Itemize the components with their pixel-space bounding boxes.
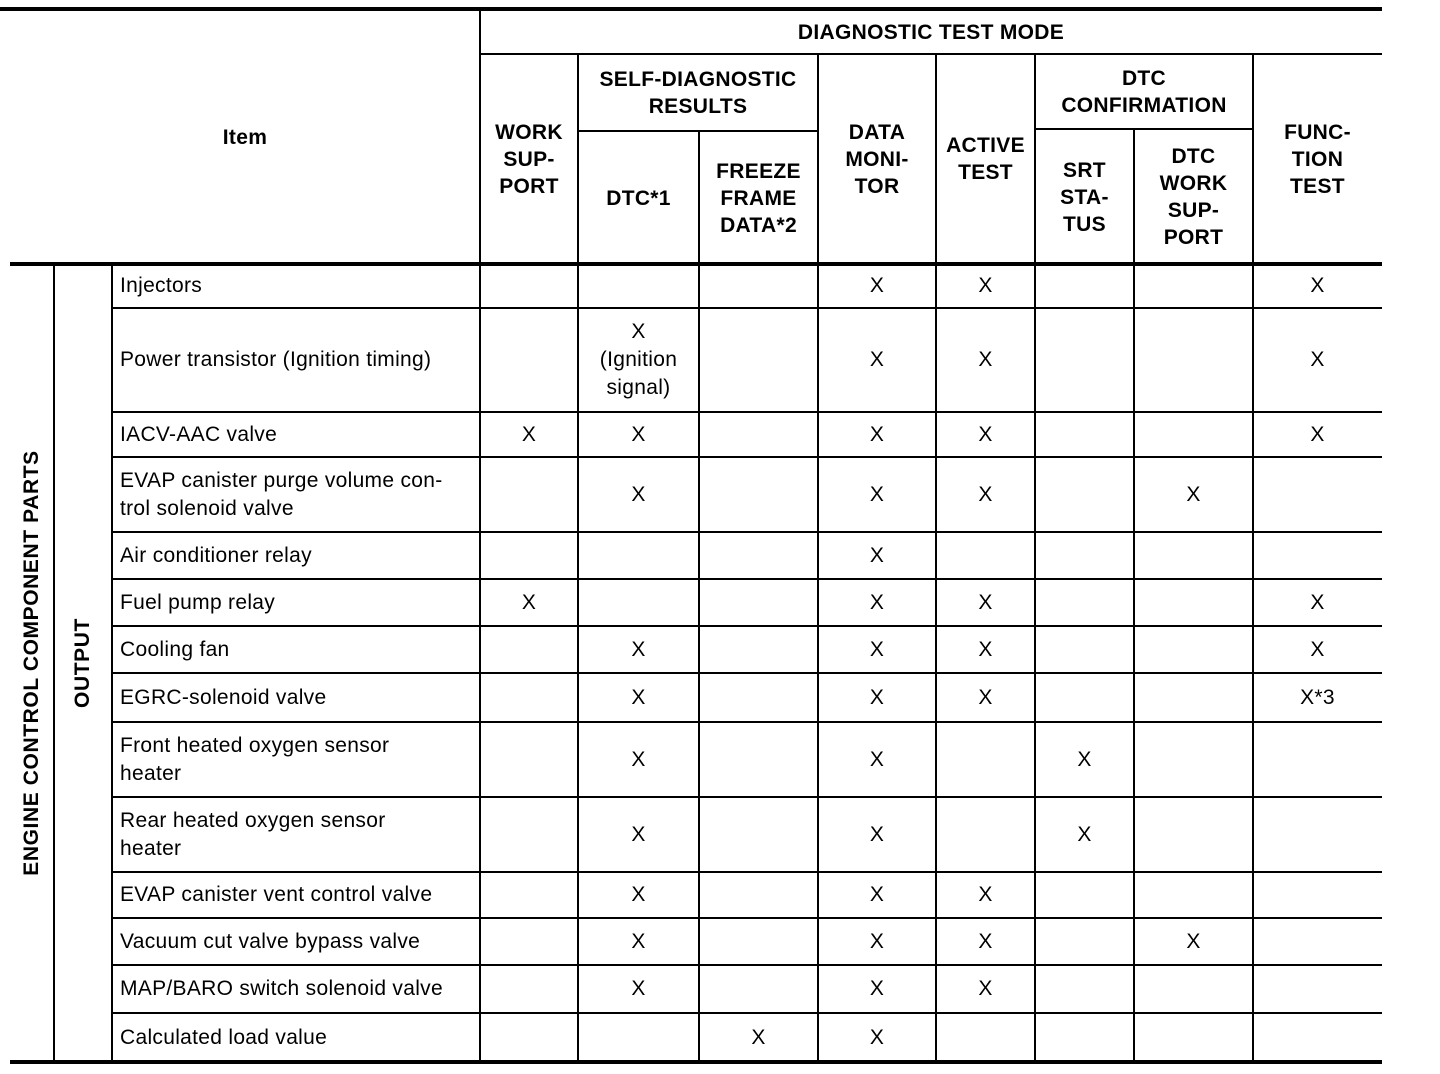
cell-dtc <box>578 532 699 579</box>
grid-line-vertical <box>935 54 937 1062</box>
cell-active-test: X <box>978 977 993 1000</box>
cell-work-support <box>480 722 578 797</box>
cell-work-support <box>480 918 578 965</box>
row-item-label: Calculated load value <box>120 1025 328 1049</box>
grid-line-horizontal <box>1035 128 1253 130</box>
grid-line-horizontal <box>112 1012 1382 1014</box>
cell-srt-status <box>1035 412 1134 457</box>
row-item-label: MAP/BARO switch solenoid valve <box>120 977 443 1000</box>
row-item-label: Cooling fan <box>120 637 230 661</box>
header-dtc: DTC*1 <box>606 186 671 210</box>
cell-srt-status <box>1035 1013 1134 1062</box>
cell-active-test: X <box>978 422 993 446</box>
grid-line-vertical <box>698 131 700 1062</box>
cell-dtc: X <box>631 685 646 709</box>
cell-work-support: X <box>521 590 537 614</box>
cell-freeze-frame-data <box>699 965 818 1013</box>
cell-srt-status <box>1035 918 1134 965</box>
cell-dtc <box>578 579 699 626</box>
cell-dtc: X (Ignition signal) <box>599 320 678 399</box>
cell-srt-status <box>1035 308 1134 412</box>
cell-active-test: X <box>978 883 993 906</box>
cell-dtc-work-support <box>1134 965 1253 1013</box>
header-dtc-confirmation: DTC CONFIRMATION <box>1061 67 1227 117</box>
grid-line-horizontal <box>0 7 1382 11</box>
cell-data-monitor: X <box>869 822 885 846</box>
cell-function-test: X <box>1310 274 1325 297</box>
cell-active-test: X <box>978 348 993 371</box>
grid-line-horizontal <box>112 721 1382 723</box>
cell-freeze-frame-data <box>699 918 818 965</box>
grid-line-horizontal <box>112 625 1382 627</box>
row-item-label: Injectors <box>120 274 203 297</box>
cell-data-monitor: X <box>869 543 885 567</box>
cell-dtc-work-support: X <box>1186 482 1201 506</box>
cell-work-support <box>480 532 578 579</box>
row-item-label: Air conditioner relay <box>120 543 312 567</box>
grid-line-horizontal <box>480 53 1382 55</box>
cell-work-support <box>480 626 578 673</box>
grid-line-horizontal <box>10 1060 1382 1064</box>
cell-function-test: X*3 <box>1300 685 1335 709</box>
header-data-monitor: DATA MONI- TOR <box>845 120 909 198</box>
cell-dtc <box>578 1013 699 1062</box>
grid-line-vertical <box>817 54 819 1062</box>
cell-data-monitor: X <box>869 637 885 661</box>
cell-dtc-work-support <box>1134 626 1253 673</box>
cell-dtc-work-support <box>1134 797 1253 872</box>
cell-work-support <box>480 1013 578 1062</box>
cell-freeze-frame-data <box>699 872 818 918</box>
grid-line-horizontal <box>112 672 1382 674</box>
grid-line-vertical <box>1034 54 1036 1062</box>
grid-line-horizontal <box>112 531 1382 533</box>
cell-work-support <box>480 673 578 722</box>
subgroup-label-output: OUTPUT <box>71 618 94 708</box>
cell-function-test <box>1253 1013 1382 1062</box>
cell-work-support: X <box>521 422 537 446</box>
cell-dtc-work-support <box>1134 722 1253 797</box>
cell-data-monitor: X <box>869 977 885 1000</box>
cell-data-monitor: X <box>869 348 885 371</box>
header-dtc-work-support: DTC WORK SUP- PORT <box>1159 145 1228 249</box>
header-item: Item <box>222 125 268 149</box>
cell-active-test: X <box>978 929 993 953</box>
cell-data-monitor: X <box>869 1025 885 1049</box>
cell-active-test <box>936 532 1035 579</box>
cell-active-test <box>936 722 1035 797</box>
cell-dtc: X <box>631 822 646 846</box>
header-work-support: WORK SUP- PORT <box>495 120 563 198</box>
cell-dtc: X <box>631 929 646 953</box>
cell-srt-status <box>1035 673 1134 722</box>
cell-work-support <box>480 965 578 1013</box>
row-item-label: Power transistor (Ignition timing) <box>120 348 432 371</box>
cell-dtc <box>578 264 699 308</box>
cell-active-test <box>936 797 1035 872</box>
grid-line-vertical <box>479 8 481 1062</box>
cell-active-test <box>936 1013 1035 1062</box>
grid-line-horizontal <box>112 964 1382 966</box>
cell-dtc-work-support: X <box>1186 929 1201 953</box>
grid-line-horizontal <box>112 411 1382 413</box>
cell-dtc-work-support <box>1134 579 1253 626</box>
cell-freeze-frame-data <box>699 722 818 797</box>
cell-dtc-work-support <box>1134 1013 1253 1062</box>
cell-dtc-work-support <box>1134 264 1253 308</box>
cell-work-support <box>480 308 578 412</box>
header-self-diagnostic-results: SELF-DIAGNOSTIC RESULTS <box>599 68 797 118</box>
cell-freeze-frame-data <box>699 457 818 532</box>
cell-dtc-work-support <box>1134 872 1253 918</box>
cell-function-test <box>1253 722 1382 797</box>
cell-work-support <box>480 872 578 918</box>
cell-dtc-work-support <box>1134 673 1253 722</box>
cell-freeze-frame-data <box>699 673 818 722</box>
cell-srt-status <box>1035 579 1134 626</box>
grid-line-horizontal <box>112 871 1382 873</box>
header-freeze-frame-data: FREEZE FRAME DATA*2 <box>716 159 801 237</box>
cell-work-support <box>480 457 578 532</box>
grid-line-vertical <box>1133 129 1135 1062</box>
cell-dtc: X <box>631 637 646 661</box>
cell-function-test: X <box>1310 422 1325 446</box>
header-diagnostic-test-mode: DIAGNOSTIC TEST MODE <box>797 20 1065 44</box>
cell-function-test <box>1253 457 1382 532</box>
grid-line-horizontal <box>10 262 1382 266</box>
row-item-label: Rear heated oxygen sensor heater <box>120 808 386 860</box>
grid-line-horizontal <box>112 796 1382 798</box>
cell-srt-status <box>1035 872 1134 918</box>
grid-line-vertical <box>1252 54 1254 1062</box>
cell-data-monitor: X <box>869 422 885 446</box>
cell-function-test: X <box>1310 590 1325 614</box>
cell-data-monitor: X <box>869 590 885 614</box>
cell-freeze-frame-data <box>699 626 818 673</box>
grid-line-vertical <box>577 54 579 1062</box>
cell-data-monitor: X <box>869 685 885 709</box>
cell-function-test <box>1253 918 1382 965</box>
cell-active-test: X <box>978 590 993 614</box>
grid-line-vertical <box>53 264 55 1062</box>
cell-function-test <box>1253 797 1382 872</box>
cell-active-test: X <box>978 685 993 709</box>
row-item-label: EGRC-solenoid valve <box>120 685 327 709</box>
grid-line-horizontal <box>112 578 1382 580</box>
grid-line-vertical <box>111 264 113 1062</box>
cell-freeze-frame-data <box>699 412 818 457</box>
header-function-test: FUNC- TION TEST <box>1284 120 1351 198</box>
cell-data-monitor: X <box>869 747 885 771</box>
cell-function-test <box>1253 965 1382 1013</box>
cell-dtc-work-support <box>1134 412 1253 457</box>
cell-srt-status: X <box>1077 822 1092 846</box>
cell-freeze-frame-data: X <box>751 1025 766 1049</box>
row-item-label: EVAP canister vent control valve <box>120 883 433 906</box>
cell-data-monitor: X <box>869 883 885 906</box>
row-item-label: Front heated oxygen sensor heater <box>120 733 390 785</box>
cell-freeze-frame-data <box>699 308 818 412</box>
row-item-label: Fuel pump relay <box>120 590 276 614</box>
cell-srt-status <box>1035 264 1134 308</box>
cell-dtc: X <box>631 482 646 506</box>
cell-freeze-frame-data <box>699 532 818 579</box>
cell-active-test: X <box>978 274 993 297</box>
row-item-label: EVAP canister purge volume con- trol solenoid valve <box>120 468 443 520</box>
cell-freeze-frame-data <box>699 797 818 872</box>
cell-dtc-work-support <box>1134 308 1253 412</box>
cell-active-test: X <box>978 637 993 661</box>
cell-function-test: X <box>1310 637 1325 661</box>
cell-srt-status: X <box>1077 747 1092 771</box>
cell-active-test: X <box>978 482 993 506</box>
cell-srt-status <box>1035 457 1134 532</box>
cell-data-monitor: X <box>869 929 885 953</box>
cell-dtc: X <box>631 883 646 906</box>
grid-line-horizontal <box>112 456 1382 458</box>
grid-line-horizontal <box>112 917 1382 919</box>
cell-freeze-frame-data <box>699 264 818 308</box>
row-item-label: IACV-AAC valve <box>120 422 278 446</box>
header-active-test: ACTIVE TEST <box>946 134 1025 184</box>
cell-srt-status <box>1035 532 1134 579</box>
row-item-label: Vacuum cut valve bypass valve <box>120 929 421 953</box>
cell-function-test <box>1253 532 1382 579</box>
cell-dtc-work-support <box>1134 532 1253 579</box>
cell-srt-status <box>1035 965 1134 1013</box>
cell-function-test <box>1253 872 1382 918</box>
cell-data-monitor: X <box>869 482 885 506</box>
cell-freeze-frame-data <box>699 579 818 626</box>
grid-line-horizontal <box>112 307 1382 309</box>
cell-dtc: X <box>631 977 646 1000</box>
cell-dtc: X <box>631 422 646 446</box>
cell-dtc: X <box>631 747 646 771</box>
header-srt-status: SRT STA- TUS <box>1060 158 1109 236</box>
cell-work-support <box>480 797 578 872</box>
cell-function-test: X <box>1310 348 1325 371</box>
group-label-engine-control-component-parts: ENGINE CONTROL COMPONENT PARTS <box>20 450 44 876</box>
cell-srt-status <box>1035 626 1134 673</box>
cell-data-monitor: X <box>869 274 885 297</box>
cell-work-support <box>480 264 578 308</box>
